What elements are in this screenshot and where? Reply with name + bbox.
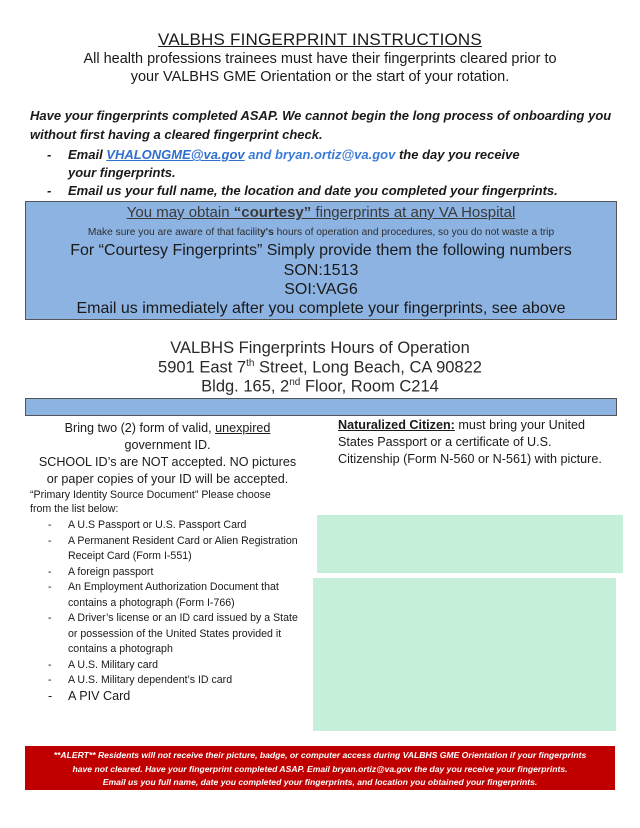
subtitle-line-2: your VALBHS GME Orientation or the start of your rotation.	[130, 69, 510, 85]
id-req-unexpired: unexpired	[215, 421, 271, 435]
green-box-top	[317, 515, 623, 573]
blue-divider-stripe	[25, 398, 617, 416]
primary-id-note	[30, 488, 320, 516]
naturalized-citizen-body: must bring your United States Passport or a certificate of U.S. Citizenship (Form N-560 or N-561) with picture.	[338, 418, 602, 466]
email-and: and	[244, 147, 276, 162]
hours-title: VALBHS Fingerprints Hours of Operation	[170, 339, 470, 357]
id-req-line-4: or paper copies of your ID will be accepted.	[46, 472, 289, 486]
email-link-vhalongme[interactable]: VHALONGME@va.gov	[106, 147, 245, 162]
son-number: SON:1513	[283, 262, 359, 279]
alert-line-2: have not cleared. Have your fingerprint completed ASAP. Email bryan.ortiz@va.gov the day you receive your fingerprints.	[72, 763, 568, 774]
list-item: - A U.S. Military card	[48, 658, 308, 674]
address-sup: th	[246, 358, 255, 369]
alert-line-1: **ALERT** Residents will not receive their picture, badge, or computer access during VALBHS GME Orientation if your fingerprints	[53, 750, 587, 760]
list-item: - A Driver’s license or an ID card issued by a State or possession of the United States provided it contains a photograph	[48, 611, 308, 658]
email-prefix: Email	[68, 147, 107, 162]
list-item: - A foreign passport	[48, 565, 308, 581]
subtitle-line-1: All health professions trainees must have their fingerprints cleared prior to	[83, 51, 557, 67]
list-item: - A Permanent Resident Card or Alien Registration Receipt Card (Form I-551)	[48, 534, 308, 565]
courtesy-heading-pre: You may obtain	[126, 204, 234, 221]
list-item: - An Employment Authorization Document that contains a photograph (Form I-766)	[48, 580, 308, 611]
primary-id-note-1: “Primary Identity Source Document” Please choose	[30, 489, 271, 501]
courtesy-heading	[26, 204, 616, 221]
page-title: VALBHS FINGERPRINT INSTRUCTIONS	[158, 30, 482, 49]
address-post: Street, Long Beach, CA 90822	[254, 358, 482, 377]
alert-line-3: Email us you full name, date you completed your fingerprints, and location you obtained your fingerprints.	[102, 777, 538, 787]
address-line	[0, 358, 640, 378]
email-details-bullet: Email us your full name, the location and date you completed your fingerprints.	[68, 183, 558, 198]
id-document-list	[48, 518, 308, 704]
id-req-line-3: SCHOOL ID’s are NOT accepted. NO pictures	[38, 455, 297, 469]
list-item: - A U.S. Military dependent’s ID card	[48, 673, 308, 689]
list-item: - A PIV Card	[48, 689, 308, 705]
email-suffix: the day you receive	[395, 147, 520, 162]
email-link-bryan-ortiz[interactable]: bryan.ortiz@va.gov	[275, 147, 396, 162]
provide-numbers-text: For “Courtesy Fingerprints” Simply provide them the following numbers	[70, 242, 572, 259]
facility-note-post: hours of operation and procedures, so you do not waste a trip	[273, 227, 555, 238]
courtesy-fingerprints-box	[25, 201, 617, 320]
id-req-pre: Bring two (2) form of valid,	[64, 421, 216, 435]
facility-hours-note	[26, 227, 616, 238]
bullet-dash: -	[47, 183, 52, 198]
alert-banner	[25, 746, 615, 790]
green-box-bottom	[313, 578, 616, 731]
building-line	[0, 377, 640, 397]
primary-id-note-2: from the list below:	[30, 503, 119, 515]
facility-note-bold: y's	[260, 227, 274, 238]
email-after-text: Email us immediately after you complete your fingerprints, see above	[76, 300, 566, 317]
list-item: - A U.S Passport or U.S. Passport Card	[48, 518, 308, 534]
warning-line-2: without first having a cleared fingerprint check.	[30, 127, 323, 142]
building-post: Floor, Room C214	[300, 377, 439, 396]
id-req-line-1	[25, 420, 310, 437]
address-pre: 5901 East 7	[158, 358, 247, 377]
id-requirements-text	[25, 420, 310, 488]
naturalized-citizen-label: Naturalized Citizen:	[338, 418, 455, 432]
naturalized-citizen-text	[338, 417, 608, 468]
id-req-line-2: government ID.	[124, 438, 211, 452]
building-sup: nd	[289, 377, 301, 388]
bullet-dash: -	[47, 147, 52, 162]
warning-line-1: Have your fingerprints completed ASAP. We cannot begin the long process of onboarding you	[30, 108, 612, 123]
soi-number: SOI:VAG6	[284, 281, 358, 298]
courtesy-heading-bold: “courtesy”	[233, 204, 312, 221]
courtesy-heading-post: fingerprints at any VA Hospital	[311, 204, 516, 221]
email-instruction-line-2: your fingerprints.	[68, 165, 176, 180]
building-pre: Bldg. 165, 2	[201, 377, 290, 396]
email-instruction-bullet	[68, 147, 520, 162]
facility-note-pre: Make sure you are aware of that facilit	[87, 227, 261, 238]
